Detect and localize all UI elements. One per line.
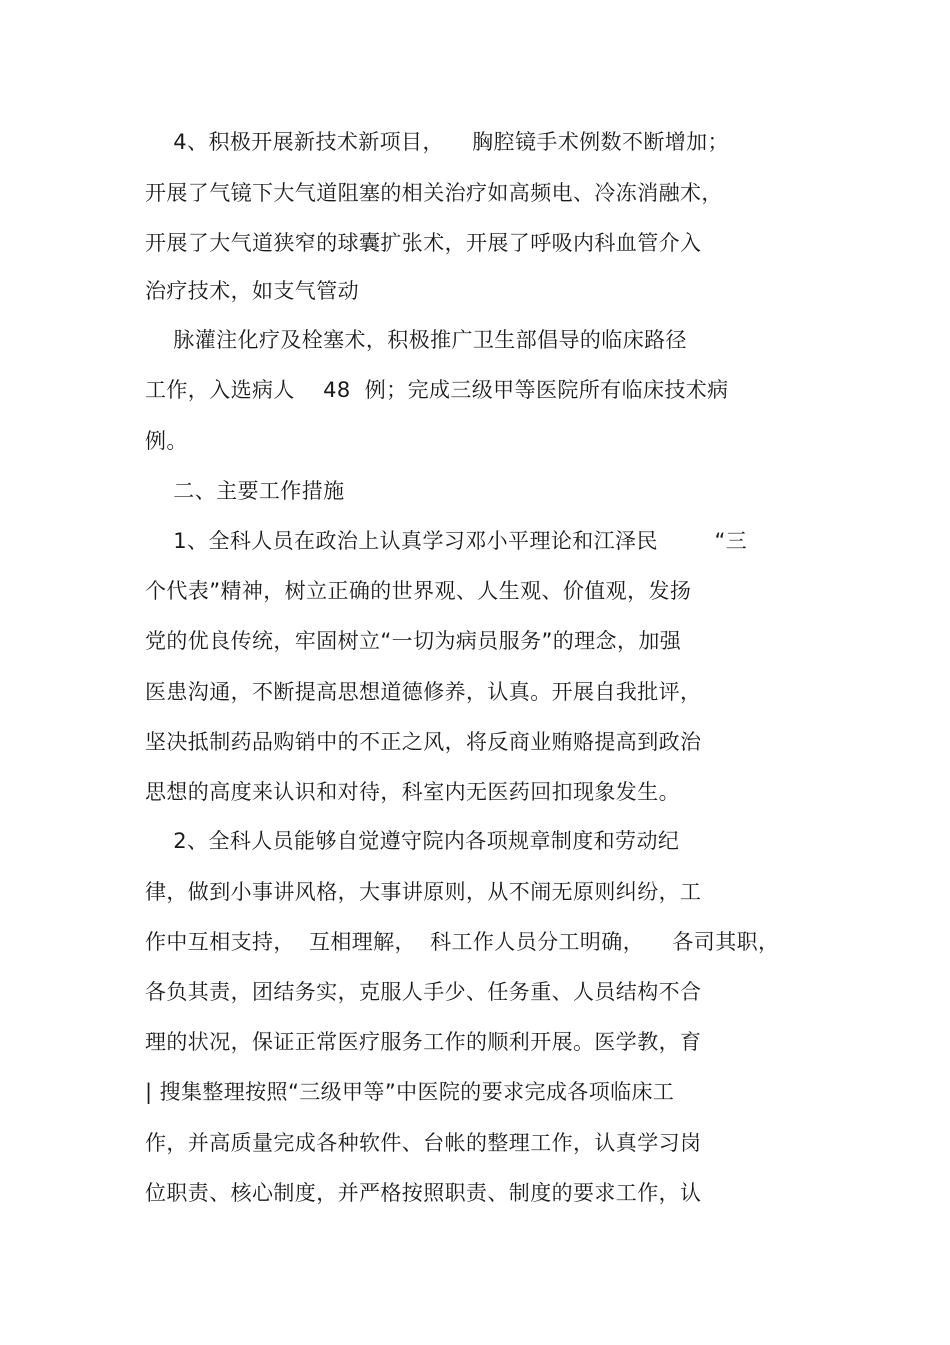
text-line: 坚决抵制药品购销中的不正之风，将反商业贿赂提高到政治 <box>145 730 702 754</box>
text-line: | 搜集整理按照“三级甲等”中医院的要求完成各项临床工 <box>145 1080 675 1104</box>
text-line: 思想的高度来认识和对待，科室内无医药回扣现象发生。 <box>145 780 680 804</box>
text-line: 治疗技术，如支气管动 <box>145 279 359 303</box>
text-line: 作，并高质量完成各种软件、台帐的整理工作，认真学习岗 <box>145 1131 702 1155</box>
text-line: 2、全科人员能够自觉遵守院内各项规章制度和劳动纪 <box>145 829 680 853</box>
text-line: 工作，入选病人 48 例；完成三级甲等医院所有临床技术病 <box>145 378 729 402</box>
text-line: 医患沟通，不断提高思想道德修养，认真。开展自我批评， <box>145 680 702 704</box>
text-line: 4、积极开展新技术新项目， 胸腔镜手术例数不断增加； <box>145 130 729 154</box>
text-line: 个代表”精神，树立正确的世界观、人生观、价值观，发扬 <box>145 579 692 603</box>
text-line: 开展了气镜下大气道阻塞的相关治疗如高频电、冷冻消融术， <box>145 181 723 205</box>
text-line: 党的优良传统，牢固树立“一切为病员服务”的理念，加强 <box>145 629 682 653</box>
text-line: 开展了大气道狭窄的球囊扩张术，开展了呼吸内科血管介入 <box>145 231 702 255</box>
text-line: 各负其责，团结务实，克服人手少、任务重、人员结构不合 <box>145 980 702 1004</box>
text-line: 位职责、核心制度，并严格按照职责、制度的要求工作，认 <box>145 1181 702 1205</box>
section-heading: 二、主要工作措施 <box>145 479 345 503</box>
text-line: 律，做到小事讲风格，大事讲原则，从不闹无原则纠纷，工 <box>145 880 702 904</box>
text-line: 理的状况，保证正常医疗服务工作的顺利开展。医学教，育 <box>145 1030 702 1054</box>
text-line: 脉灌注化疗及栓塞术，积极推广卫生部倡导的临床路径 <box>145 328 687 352</box>
text-line: 1、全科人员在政治上认真学习邓小平理论和江泽民 “三 <box>145 529 748 553</box>
text-line: 例。 <box>145 429 188 453</box>
text-line: 作中互相支持， 互相理解， 科工作人员分工明确， 各司其职， <box>145 930 780 954</box>
